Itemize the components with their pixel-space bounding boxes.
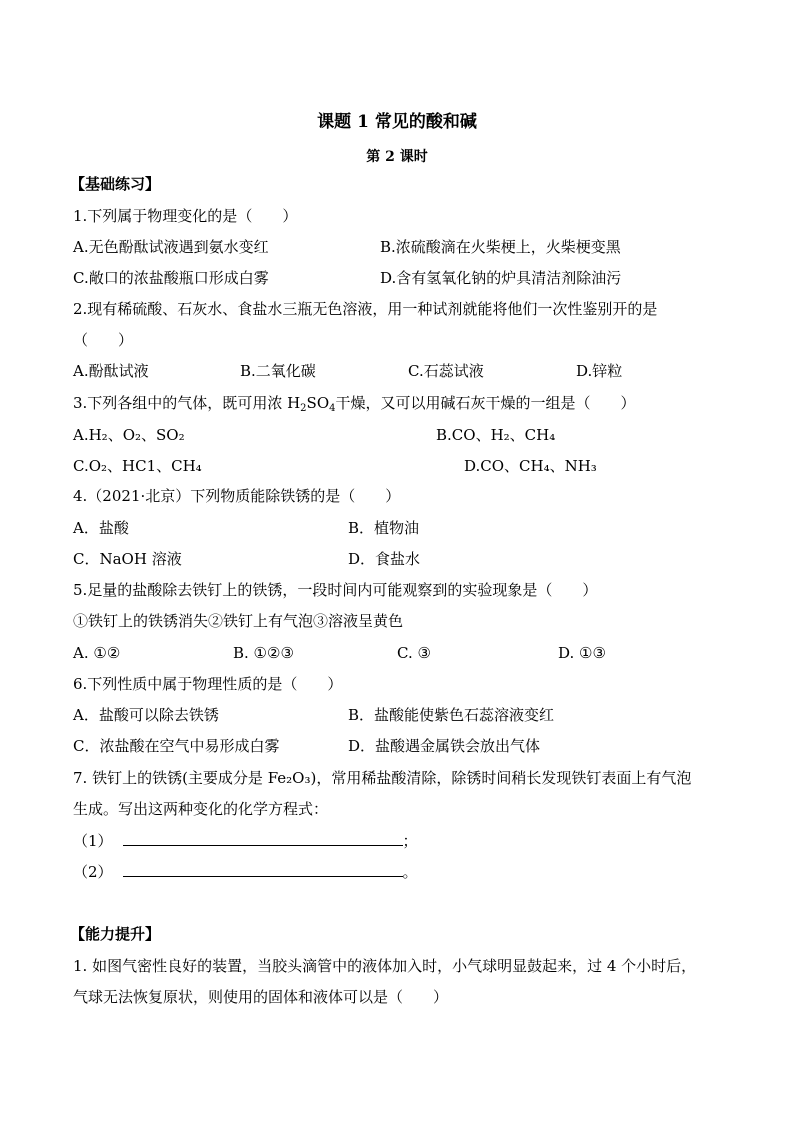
question-5-option-a: A. ①② [73, 644, 121, 662]
question-3-stem-pre: 3.下列各组中的气体，既可用浓 H [73, 394, 301, 412]
question-2-option-d: D.锌粒 [576, 362, 623, 380]
blank-2-label: （2） [73, 863, 113, 881]
question-4-option-b: B．植物油 [348, 519, 420, 537]
blank-1-end: ； [402, 832, 418, 850]
improvement-question-1-line-2: 气球无法恢复原状，则使用的固体和液体可以是（ ） [73, 988, 449, 1006]
question-3-stem-mid: SO [306, 394, 330, 412]
section-ability-improvement: 【能力提升】 [70, 925, 161, 943]
improvement-question-1-line-1: 1. 如图气密性良好的装置，当胶头滴管中的液体加入时，小气球明显鼓起来，过 4 个小时后， [73, 957, 697, 975]
blank-2-end: 。 [402, 863, 418, 881]
question-3-stem-sub2: 4 [329, 403, 336, 414]
question-2-option-b: B.二氧化碳 [240, 362, 316, 380]
question-5-option-c: C. ③ [397, 644, 431, 662]
question-3-option-a: A.H₂、O₂、SO₂ [73, 426, 185, 444]
question-7-line-2: 生成。写出这两种变化的化学方程式： [73, 800, 329, 818]
question-2-paren: （ ） [73, 331, 134, 349]
blank-1-label: （1） [73, 832, 113, 850]
question-3-stem [73, 393, 636, 419]
question-1-option-d: D.含有氢氧化钠的炉具清洁剂除油污 [380, 269, 622, 287]
answer-blank-1[interactable] [123, 831, 403, 846]
question-1-stem: 1.下列属于物理变化的是（ ） [73, 207, 298, 225]
section-basic-practice: 【基础练习】 [70, 175, 161, 193]
question-6-option-a: A．盐酸可以除去铁锈 [73, 706, 219, 724]
question-2-option-c: C.石蕊试液 [408, 362, 484, 380]
question-3-option-c: C.O₂、HC1、CH₄ [73, 457, 202, 475]
answer-blank-2[interactable] [123, 862, 403, 877]
question-6-option-c: C．浓盐酸在空气中易形成白雾 [73, 737, 280, 755]
question-5-observations: ①铁钉上的铁锈消失②铁钉上有气泡③溶液呈黄色 [73, 612, 404, 630]
question-6-stem: 6.下列性质中属于物理性质的是（ ） [73, 675, 343, 693]
question-2-stem: 2.现有稀硫酸、石灰水、食盐水三瓶无色溶液，用一种试剂就能将他们一次性鉴别开的是 [73, 300, 658, 318]
question-3-option-d: D.CO、CH₄、NH₃ [464, 457, 597, 475]
lesson-subtitle: 第 2 课时 [366, 149, 428, 165]
question-6-option-b: B．盐酸能使紫色石蕊溶液变红 [348, 706, 555, 724]
question-5-stem: 5.足量的盐酸除去铁钉上的铁锈，一段时间内可能观察到的实验现象是（ ） [73, 581, 598, 599]
question-6-option-d: D．盐酸遇金属铁会放出气体 [348, 737, 541, 755]
question-3-stem-sub1: 2 [300, 403, 307, 414]
question-7-blank-1 [73, 831, 418, 851]
question-3-stem-post: 干燥，又可以用碱石灰干燥的一组是（ ） [335, 394, 636, 412]
question-1-option-b: B.浓硫酸滴在火柴梗上，火柴梗变黑 [380, 238, 621, 256]
question-4-option-a: A．盐酸 [73, 519, 129, 537]
question-1-option-c: C.敞口的浓盐酸瓶口形成白雾 [73, 269, 269, 287]
question-4-option-d: D．食盐水 [348, 550, 421, 568]
question-5-option-d: D. ①③ [558, 644, 606, 662]
lesson-title: 课题 1 常见的酸和碱 [317, 112, 477, 132]
question-7-line-1: 7. 铁钉上的铁锈(主要成分是 Fe₂O₃)，常用稀盐酸清除，除锈时间稍长发现铁钉表面上有气泡 [73, 769, 692, 787]
question-4-stem: 4.（2021·北京）下列物质能除铁锈的是（ ） [73, 487, 401, 505]
question-2-option-a: A.酚酞试液 [73, 362, 149, 380]
question-7-blank-2 [73, 862, 418, 882]
question-1-option-a: A.无色酚酞试液遇到氨水变红 [73, 238, 269, 256]
question-4-option-c: C．NaOH 溶液 [73, 550, 182, 568]
question-3-option-b: B.CO、H₂、CH₄ [436, 426, 556, 444]
question-5-option-b: B. ①②③ [233, 644, 294, 662]
